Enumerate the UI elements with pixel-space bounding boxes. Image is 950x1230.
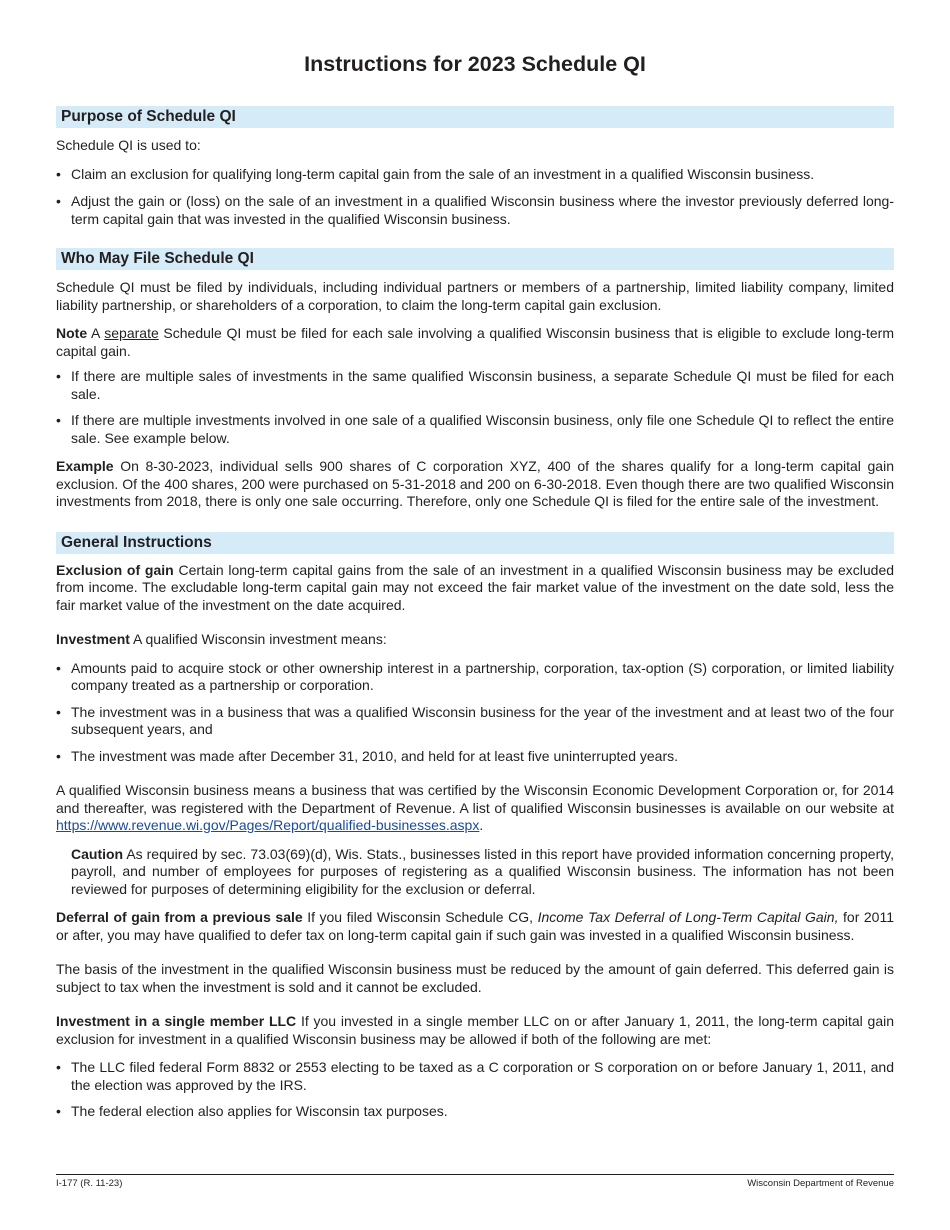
exclusion-label: Exclusion of gain xyxy=(56,561,174,578)
who-may-file-list xyxy=(56,368,894,447)
list-item: • The investment was in a business that was a qualified Wisconsin business for the year of the investment and at least two of the four subsequent years, and xyxy=(56,703,894,737)
exclusion-paragraph: Exclusion of gain Certain long-term capital gains from the sale of an investment in a qualified Wisconsin business may be excluded from income. The excludable long-term capital gain may not exceed the fair market value of the investment on the date sold, less the fair market value of the investment on the date acquired. xyxy=(56,561,895,613)
who-may-file-paragraph: Schedule QI must be filed by individuals, including individual partners or members of a partnership, limited liability company, limited liability partnership, or shareholders of a corporation, to claim the long-term capital gain exclusion. xyxy=(56,279,894,313)
example-paragraph: Example On 8-30-2023, individual sells 900 shares of C corporation XYZ, 400 of the shares qualify for a long-term capital gain exclusion. Of the 400 shares, 200 were purchased on 5-31-2018 and 200 on 6-30-2018. Even though there are two qualified Wisconsin investments from 2018, there is only one sale occurring. Therefore, only one Schedule QI is filed for the entire sale of the investment. xyxy=(56,458,894,509)
separate-underlined: separate xyxy=(104,325,159,341)
caution-label: Caution xyxy=(71,845,124,862)
list-item: • Adjust the gain or (loss) on the sale of an investment in a qualified Wisconsin business where the investor previously deferred long-term capital gain that was invested in the qualified Wisconsin business. xyxy=(56,193,894,227)
list-item: • If there are multiple investments involved in one sale of a qualified Wisconsin business, only file one Schedule QI to reflect the entire sale. See example below. xyxy=(56,412,894,446)
example-label: Example xyxy=(56,458,114,474)
llc-label: Investment in a single member LLC xyxy=(56,1013,297,1029)
basis-paragraph: The basis of the investment in the qualified Wisconsin business must be reduced by the amount of gain deferred. This deferred gain is subject to tax when the investment is sold and it cannot be excluded. xyxy=(56,961,894,995)
llc-list xyxy=(56,1059,894,1121)
investment-label: Investment xyxy=(56,631,130,647)
page-title: Instructions for 2023 Schedule QI xyxy=(304,52,646,76)
form-id: I-177 (R. 11-23) xyxy=(56,1178,123,1189)
list-item: • Amounts paid to acquire stock or other ownership interest in a partnership, corporation, tax-option (S) corporation, or limited liability company treated as a partnership or corporation. xyxy=(56,659,894,693)
list-item: • The federal election also applies for Wisconsin tax purposes. xyxy=(56,1103,448,1119)
agency-name: Wisconsin Department of Revenue xyxy=(747,1178,894,1189)
note-label: Note xyxy=(56,325,88,341)
llc-paragraph: Investment in a single member LLC If you invested in a single member LLC on or after January 1, 2011, the long-term capital gain exclusion for investment in a qualified Wisconsin business may be allowed if both of the following are met: xyxy=(56,1013,894,1047)
purpose-list xyxy=(56,166,894,229)
qualified-business-paragraph: A qualified Wisconsin business means a business that was certified by the Wisconsin Economic Development Corporation or, for 2014 and thereafter, was registered with the Department of Revenue. A list of qualified Wisconsin businesses is available on our website at https://www.revenue.wi.gov/Pages/Report/qualified-businesses.aspx. xyxy=(56,782,894,833)
qualified-businesses-link[interactable]: https://www.revenue.wi.gov/Pages/Report/qualified-businesses.aspx xyxy=(56,817,480,833)
schedule-cg-title: Income Tax Deferral of Long-Term Capital Gain, xyxy=(537,909,839,925)
section-heading-purpose: Purpose of Schedule QI xyxy=(56,106,894,128)
purpose-intro: Schedule QI is used to: xyxy=(56,137,201,153)
deferral-paragraph: Deferral of gain from a previous sale If you filed Wisconsin Schedule CG, Income Tax Deferral of Long-Term Capital Gain, for 2011 or after, you may have qualified to defer tax on long-term capital gain if such gain was invested in a qualified Wisconsin business. xyxy=(56,909,895,943)
caution-paragraph: Caution As required by sec. 73.03(69)(d), Wis. Stats., businesses listed in this report have provided information concerning property, payroll, and number of employees for purposes of registering as a qualified Wisconsin business. The information has not been reviewed for purposes of determining eligibility for the exclusion or deferral. xyxy=(71,845,894,897)
list-item: • The LLC filed federal Form 8832 or 2553 electing to be taxed as a C corporation or S corporation on or before January 1, 2011, and the election was approved by the IRS. xyxy=(56,1059,894,1093)
list-item: • Claim an exclusion for qualifying long-term capital gain from the sale of an investment in a qualified Wisconsin business. xyxy=(56,165,815,182)
section-heading-who-may-file: Who May File Schedule QI xyxy=(56,248,894,270)
investment-list xyxy=(56,660,894,766)
list-item: • If there are multiple sales of investments in the same qualified Wisconsin business, a separate Schedule QI must be filed for each sale. xyxy=(56,368,894,402)
list-item: • The investment was made after December 31, 2010, and held for at least five uninterrupted years. xyxy=(56,747,678,764)
document-page xyxy=(56,0,894,1121)
section-heading-general-instructions: General Instructions xyxy=(56,532,894,554)
investment-paragraph: Investment A qualified Wisconsin investment means: xyxy=(56,631,387,647)
deferral-label: Deferral of gain from a previous sale xyxy=(56,909,303,925)
page-footer xyxy=(56,1174,894,1190)
note-paragraph: Note A separate Schedule QI must be filed for each sale involving a qualified Wisconsin business that is eligible to exclude long-term capital gain. xyxy=(56,325,895,359)
